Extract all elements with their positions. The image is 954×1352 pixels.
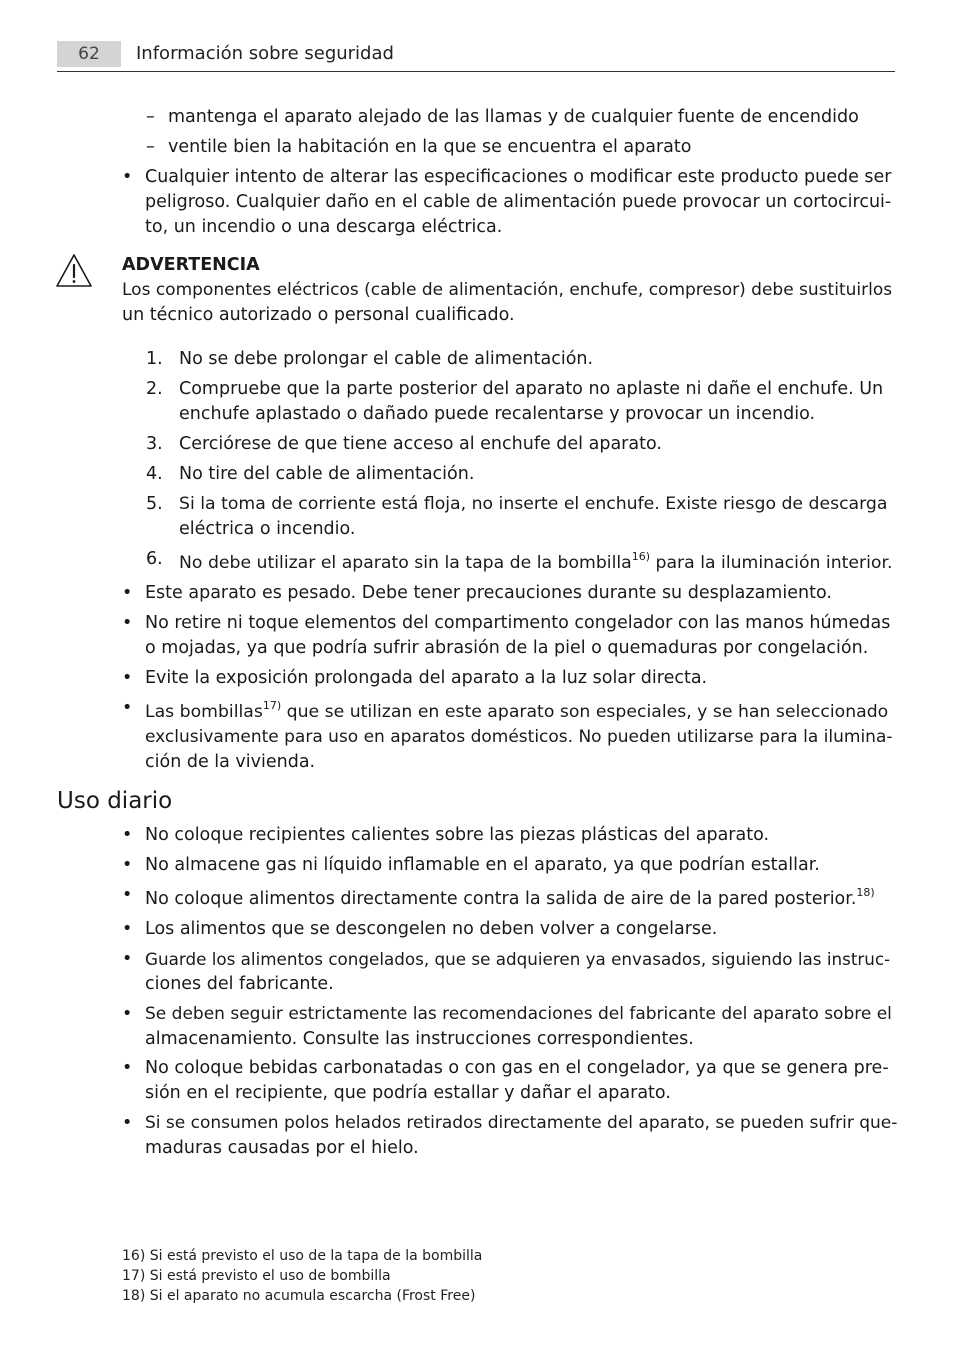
bullet-text-line: maduras causadas por el hielo. (145, 1138, 419, 1158)
numbered-item-line (179, 551, 892, 576)
numbered-item-line: enchufe aplastado o dañado puede recalentarse y provocar un incendio. (179, 404, 816, 424)
dash-marker: – (146, 107, 155, 127)
bullet-text-line: o mojadas, ya que podría sufrir abrasión de la piel o quemaduras por congelación. (145, 638, 869, 658)
bullet-text-line: No retire ni toque elementos del compartimento congelador con las manos húmedas (145, 613, 891, 633)
dash-item: mantenga el aparato alejado de las llamas y de cualquier fuente de encendido (168, 107, 859, 127)
bullet-marker: • (122, 919, 133, 939)
bullet-marker: • (122, 583, 133, 603)
bullet-marker: • (122, 825, 133, 845)
text-run: No debe utilizar el aparato sin la tapa de la bombilla (179, 553, 632, 573)
bullet-marker: • (122, 613, 133, 633)
bullet-text-line: ción de la vivienda. (145, 752, 316, 772)
footnote-ref[interactable]: 16) (631, 550, 651, 563)
bullet-marker: • (122, 855, 133, 875)
text-run: para la iluminación interior. (650, 553, 893, 573)
section-title: Información sobre seguridad (136, 43, 394, 64)
dash-marker: – (146, 137, 155, 157)
list-number: 6. (146, 549, 163, 569)
footnote-ref[interactable]: 17) (262, 699, 282, 712)
bullet-text-line: to, un incendio o una descarga eléctrica. (145, 217, 503, 237)
dash-item: ventile bien la habitación en la que se encuentra el aparato (168, 137, 692, 157)
bullet-text-line: ciones del fabricante. (145, 974, 334, 994)
bullet-text-line: sión en el recipiente, que podría estallar y dañar el aparato. (145, 1083, 671, 1103)
list-number: 1. (146, 349, 163, 369)
header-rule (57, 71, 895, 72)
bullet-marker: • (122, 949, 133, 969)
numbered-item-line: No tire del cable de alimentación. (179, 464, 475, 484)
list-number: 5. (146, 494, 163, 514)
section-heading: Uso diario (57, 788, 173, 814)
bullet-text-line: almacenamiento. Consulte las instrucciones correspondientes. (145, 1029, 694, 1049)
bullet-text-line: Si se consumen polos helados retirados directamente del aparato, se pueden sufrir que- (145, 1113, 898, 1133)
bullet-text-line: exclusivamente para uso en aparatos domésticos. No pueden utilizarse para la ilumina- (145, 727, 893, 747)
list-number: 3. (146, 434, 163, 454)
numbered-item-line: Compruebe que la parte posterior del aparato no aplaste ni dañe el enchufe. Un (179, 379, 884, 399)
bullet-text-line: Cualquier intento de alterar las especificaciones o modificar este producto puede ser (145, 167, 892, 187)
bullet-text-line: No coloque bebidas carbonatadas o con gas en el congelador, ya que se genera pre- (145, 1058, 889, 1078)
bullet-text-line: peligroso. Cualquier daño en el cable de alimentación puede provocar un cortocircui- (145, 192, 892, 212)
footnote: 17) Si está previsto el uso de bombilla (122, 1268, 391, 1284)
text-run: que se utilizan en este aparato son especiales, y se han seleccionado (281, 702, 889, 722)
bullet-text-line: Evite la exposición prolongada del aparato a la luz solar directa. (145, 668, 708, 688)
page-number: 62 (57, 41, 121, 67)
bullet-marker: • (122, 1058, 133, 1078)
numbered-item-line: eléctrica o incendio. (179, 519, 356, 539)
bullet-text-line: Los alimentos que se descongelen no deben volver a congelarse. (145, 919, 718, 939)
numbered-item-line: No se debe prolongar el cable de alimentación. (179, 349, 594, 369)
bullet-marker: • (122, 668, 133, 688)
warning-triangle-icon (55, 253, 93, 289)
bullet-marker: • (122, 167, 133, 187)
warning-text-line: un técnico autorizado o personal cualificado. (122, 305, 515, 325)
bullet-marker: • (122, 1004, 133, 1024)
warning-title: ADVERTENCIA (122, 255, 260, 275)
warning-text-line: Los componentes eléctricos (cable de alimentación, enchufe, compresor) debe sustituirlos (122, 280, 893, 300)
footnote: 18) Si el aparato no acumula escarcha (Frost Free) (122, 1288, 476, 1304)
numbered-item-line: Si la toma de corriente está floja, no inserte el enchufe. Existe riesgo de descarga (179, 494, 888, 514)
list-number: 4. (146, 464, 163, 484)
bullet-marker: • (122, 885, 133, 905)
list-number: 2. (146, 379, 163, 399)
bullet-text-line: No coloque recipientes calientes sobre las piezas plásticas del aparato. (145, 825, 770, 845)
bullet-text-line: Este aparato es pesado. Debe tener precauciones durante su desplazamiento. (145, 583, 832, 603)
bullet-text-line: Guarde los alimentos congelados, que se adquieren ya envasados, siguiendo las instruc- (145, 949, 891, 969)
numbered-item-line: Cerciórese de que tiene acceso al enchufe del aparato. (179, 434, 662, 454)
bullet-text-line (145, 887, 875, 912)
bullet-marker: • (122, 1113, 133, 1133)
footnote: 16) Si está previsto el uso de la tapa de la bombilla (122, 1248, 483, 1264)
footnote-ref[interactable]: 18) (856, 886, 875, 899)
text-run: Las bombillas (145, 702, 263, 722)
text-run: No coloque alimentos directamente contra la salida de aire de la pared posterior. (145, 889, 857, 909)
bullet-text-line (145, 700, 888, 725)
bullet-text-line: No almacene gas ni líquido inflamable en el aparato, ya que podrían estallar. (145, 855, 820, 875)
bullet-marker: • (122, 698, 133, 718)
bullet-text-line: Se deben seguir estrictamente las recomendaciones del fabricante del aparato sobre el (145, 1004, 892, 1024)
